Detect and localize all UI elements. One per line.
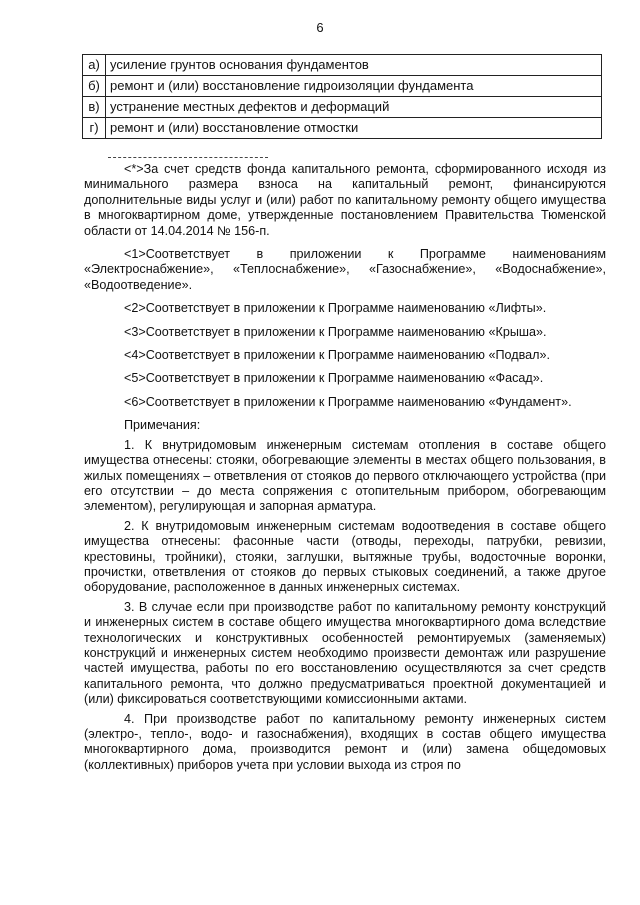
- footnote-3: <3>Соответствует в приложении к Программе наименованию «Крыша».: [124, 324, 547, 339]
- footnote-2: <2>Соответствует в приложении к Программе наименованию «Лифты».: [124, 301, 547, 316]
- table-row: [83, 55, 602, 76]
- row-letter: а): [83, 55, 106, 76]
- row-text: устранение местных дефектов и деформаций: [106, 97, 602, 118]
- footnote-separator: [108, 157, 268, 158]
- table-row: [83, 97, 602, 118]
- row-text: ремонт и (или) восстановление отмостки: [106, 118, 602, 139]
- table-row: [83, 118, 602, 139]
- note-3: 3. В случае если при производстве работ по капитальному ремонту конструкций и инженерных систем в составе общего имущества многоквартирного дома вследствие технологических и конструктивных особенностей ремонтируемых (заменяемых) конструкций и инженерных систем необходимо произвести демонтаж или разрушение частей имущества, работы по его восстановлению осуществляются за счет средств капитального ремонта, что должно предусматриваться проектной документацией и (или) фиксироваться соответствующими комиссионными актами.: [84, 599, 606, 707]
- footnote-4: <4>Соответствует в приложении к Программе наименованию «Подвал».: [124, 348, 551, 363]
- row-text: ремонт и (или) восстановление гидроизоляции фундамента: [106, 76, 602, 97]
- note-4: 4. При производстве работ по капитальному ремонту инженерных систем (электро-, тепло-, водо- и газоснабжения), входящих в состав общего имущества многоквартирного дома, производится ремонт и (или) замена общедомовых (коллективных) приборов учета при условии выхода из строя по: [84, 711, 606, 772]
- notes-heading: Примечания:: [124, 418, 201, 433]
- row-letter: б): [83, 76, 106, 97]
- note-1: 1. К внутридомовым инженерным системам отопления в составе общего имущества отнесены: стояки, обогревающие элементы в местах общего пользования, в жилых помещениях – ответвления от стояков до первого отключающего устройства (при его отсутствии – до места сопряжения с отопительным прибором, обогревающим элементом), регулирующая и запорная арматура.: [84, 437, 606, 514]
- note-2: 2. К внутридомовым инженерным системам водоотведения в составе общего имущества отнесены: фасонные части (отводы, переходы, патрубки, ревизии, крестовины, тройники), стояки, заглушки, вытяжные трубы, водосточные воронки, прочистки, ответвления от стояков до первых стыковых соединений, а также другое оборудование, расположенное в данных инженерных системах.: [84, 518, 606, 595]
- document-body: [84, 162, 606, 777]
- table-row: [83, 76, 602, 97]
- row-text: усиление грунтов основания фундаментов: [106, 55, 602, 76]
- row-letter: в): [83, 97, 106, 118]
- works-table: [82, 54, 602, 139]
- footnote-5: <5>Соответствует в приложении к Программе наименованию «Фасад».: [124, 371, 544, 386]
- footnote-asterisk: <*>За счет средств фонда капитального ремонта, сформированного исходя из минимального размера взноса на капитальный ремонт, финансируются дополнительные виды услуг и (или) работ по капитальному ремонту общего имущества в многоквартирном доме, утвержденные постановлением Правительства Тюменской области от 14.04.2014 № 156-п.: [84, 162, 606, 238]
- row-letter: г): [83, 118, 106, 139]
- footnote-1: <1>Соответствует в приложении к Программе наименованиям «Электроснабжение», «Теплоснабжение», «Газоснабжение», «Водоснабжение», «Водоотведение».: [84, 247, 606, 292]
- footnote-6: <6>Соответствует в приложении к Программе наименованию «Фундамент».: [124, 394, 572, 409]
- page-number: 6: [316, 20, 324, 35]
